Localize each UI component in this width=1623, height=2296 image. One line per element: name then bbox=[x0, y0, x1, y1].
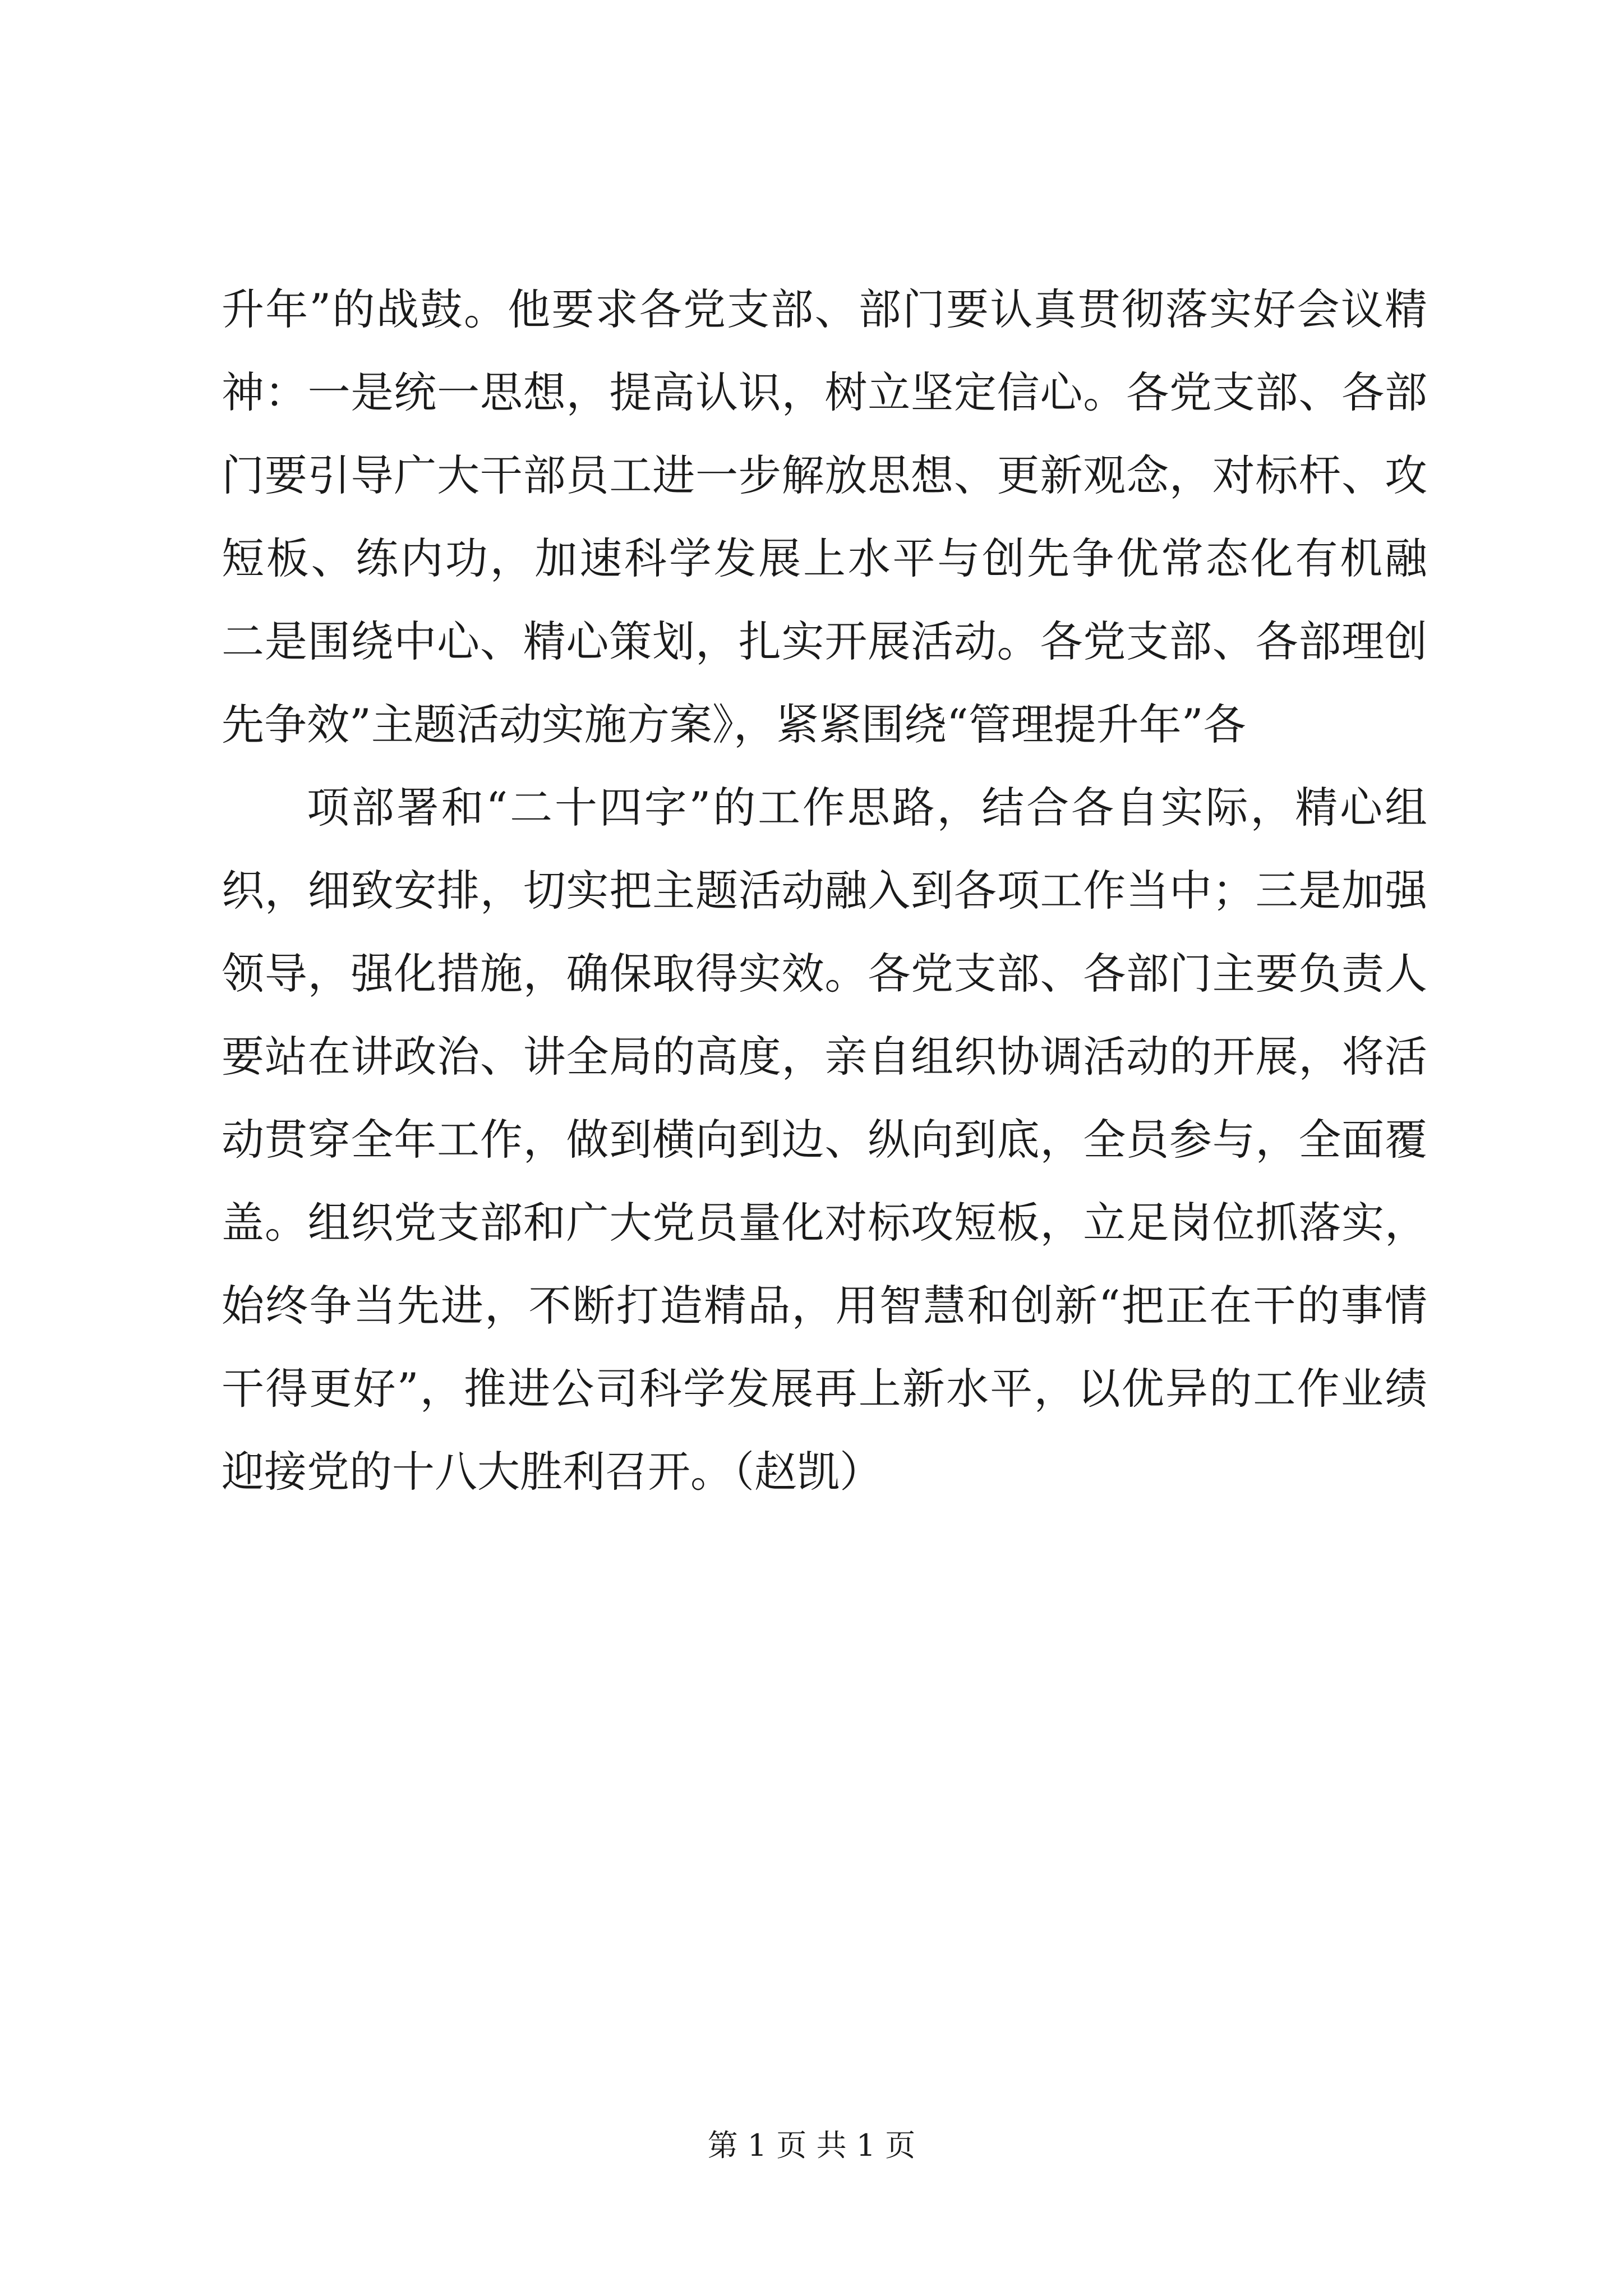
page-number-footer: 第 1 页 共 1 页 bbox=[707, 2128, 916, 2163]
paragraph-line: 干得更好”，推进公司科学发展再上新水平，以优异的工作业绩 bbox=[222, 1364, 1427, 1414]
paragraph-line: 短板、练内功，加速科学发展上水平与创先争优常态化有机融 bbox=[222, 533, 1427, 583]
body-text bbox=[222, 268, 1427, 1513]
paragraph-line: 项部署和“二十四字”的工作思路，结合各自实际，精心组 bbox=[307, 783, 1427, 832]
paragraph-line: 始终争当先进，不断打造精品，用智慧和创新“把正在干的事情 bbox=[222, 1281, 1427, 1331]
paragraph-line: 动贯穿全年工作，做到横向到边、纵向到底，全员参与，全面覆 bbox=[222, 1115, 1427, 1165]
paragraph-line: 门要引导广大干部员工进一步解放思想、更新观念，对标杆、攻 bbox=[222, 450, 1427, 500]
paragraph-line: 领导，强化措施，确保取得实效。各党支部、各部门主要负责人 bbox=[222, 949, 1427, 999]
paragraph-line: 迎接党的十八大胜利召开。（赵凯） bbox=[222, 1447, 882, 1497]
paragraph-line: 二是围绕中心、精心策划，扎实开展活动。各党支部、各部理创 bbox=[222, 616, 1427, 666]
paragraph-line: 升年”的战鼓。他要求各党支部、部门要认真贯彻落实好会议精 bbox=[222, 284, 1427, 334]
paragraph-line: 织，细致安排，切实把主题活动融入到各项工作当中；三是加强 bbox=[222, 866, 1427, 915]
paragraph-line: 神：一是统一思想，提高认识，树立坚定信心。各党支部、各部 bbox=[222, 367, 1427, 417]
paragraph-line: 盖。组织党支部和广大党员量化对标攻短板，立足岗位抓落实， bbox=[222, 1198, 1427, 1248]
paragraph-line: 要站在讲政治、讲全局的高度，亲自组织协调活动的开展，将活 bbox=[222, 1032, 1427, 1082]
paragraph-line: 先争效”主题活动实施方案》，紧紧围绕“管理提升年”各 bbox=[222, 700, 1246, 749]
